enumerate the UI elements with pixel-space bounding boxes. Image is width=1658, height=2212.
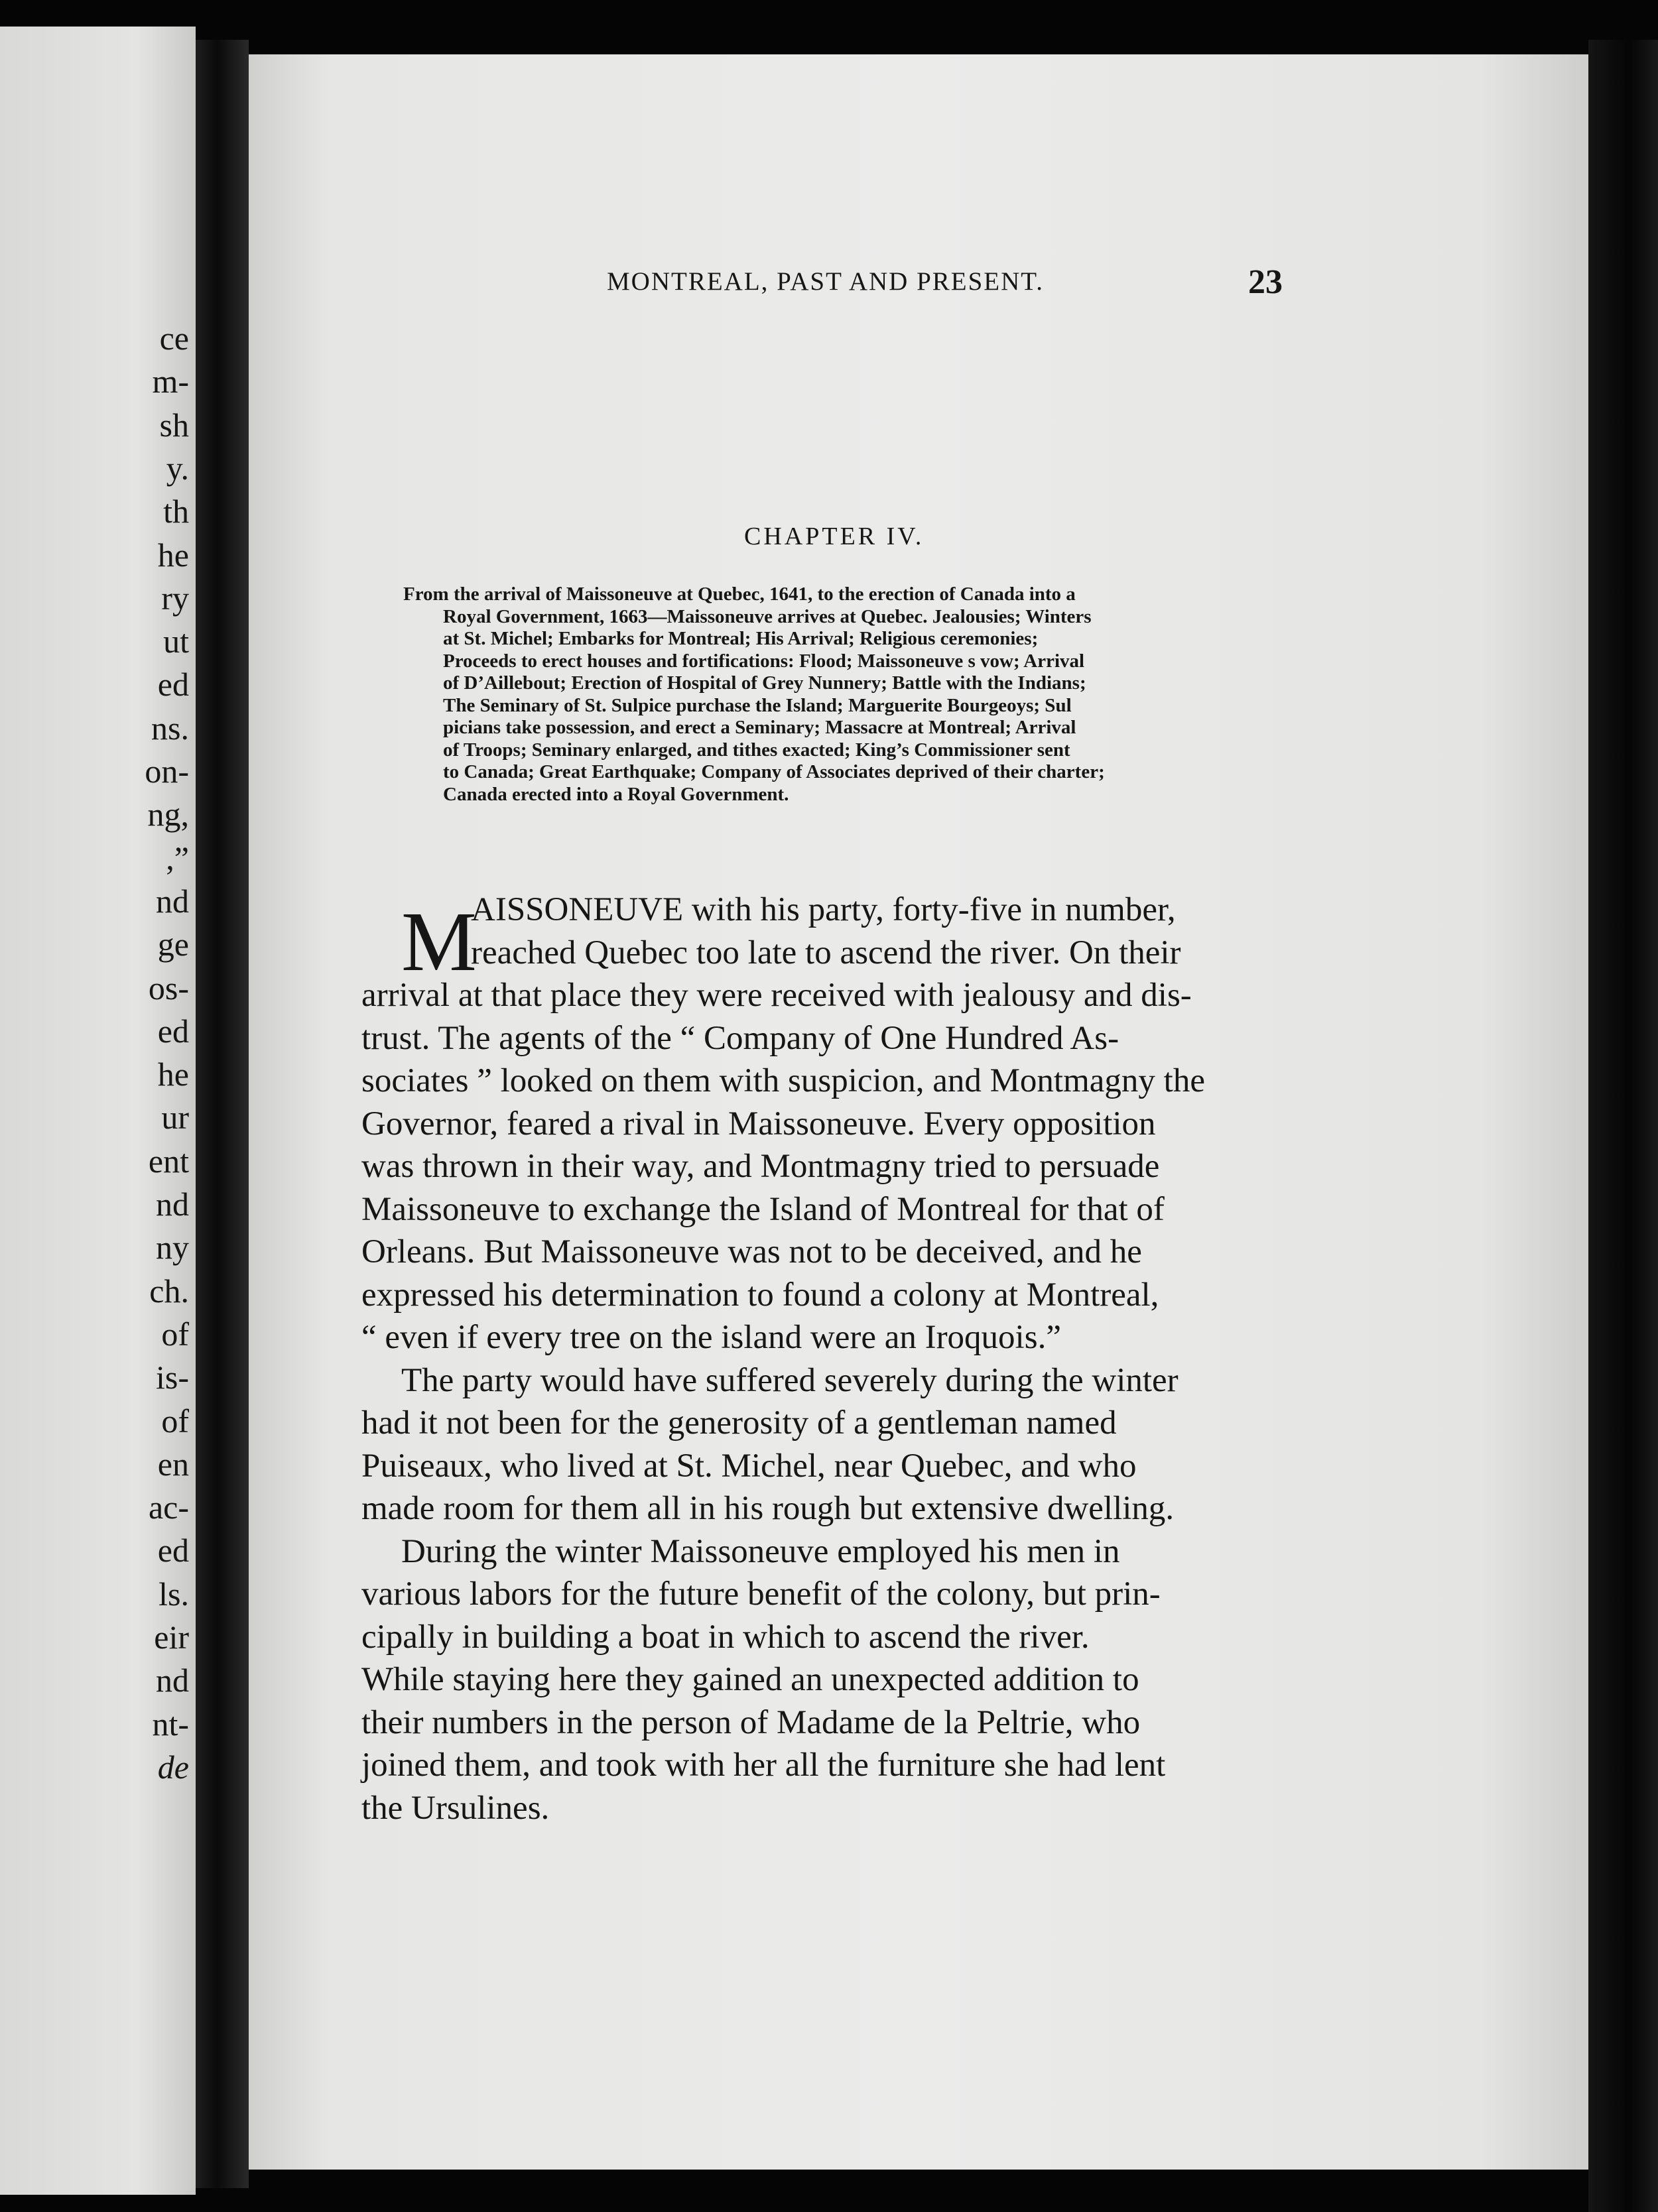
left-page-fragment: nd [156,1186,189,1223]
left-page-fragment: nt- [152,1705,189,1743]
body-line: “ even if every tree on the island were an Iroquois.” [361,1319,1061,1356]
body-line: various labors for the future benefit of the colony, but prin- [361,1575,1161,1613]
summary-line: The Seminary of St. Sulpice purchase the Island; Marguerite Bourgeoys; Sul [443,694,1072,716]
summary-line: Canada erected into a Royal Government. [443,783,789,805]
body-line: had it not been for the generosity of a gentleman named [361,1404,1117,1442]
left-page-fragment: ng, [147,796,189,833]
left-page-fragment: ce [159,320,189,357]
left-page-fragment: sh [159,406,189,444]
body-line: Governor, feared a rival in Maissoneuve. Every opposition [361,1105,1156,1142]
left-page-fragment: ge [157,926,189,963]
left-page-fragment: on- [145,753,189,790]
left-page-fragment: de [157,1748,189,1786]
left-page-fragment: of [161,1402,189,1440]
left-page-fragment: is- [156,1359,189,1396]
body-line: expressed his determination to found a colony at Montreal, [361,1276,1159,1314]
left-page-fragment: ut [163,623,189,660]
left-page-fragment: he [157,536,189,574]
body-line: cipally in building a boat in which to ascend the river. [361,1618,1090,1656]
body-line: Orleans. But Maissoneuve was not to be deceived, and he [361,1233,1142,1270]
summary-line: to Canada; Great Earthquake; Company of Associates deprived of their charter; [443,761,1105,782]
right-page-edge [1588,40,1658,2212]
page-number: 23 [1248,263,1283,301]
summary-line: From the arrival of Maissoneuve at Quebec, 1641, to the erection of Canada into a [403,584,1076,605]
left-page-fragment: nd [156,1662,189,1699]
body-line: Puiseaux, who lived at St. Michel, near Quebec, and who [361,1447,1137,1485]
body-line: The party would have suffered severely during the winter [401,1361,1179,1399]
body-line: their numbers in the person of Madame de la Peltrie, who [361,1703,1141,1741]
left-page-fragment: eir [154,1619,189,1656]
body-line: AISSONEUVE with his party, forty-five in number, [471,891,1176,928]
body-line: While staying here they gained an unexpected addition to [361,1661,1139,1698]
book-gutter [196,40,249,2188]
left-page-fragment: ry [161,579,189,617]
left-page-fragment: ed [157,1532,189,1569]
left-page-fragment: he [157,1056,189,1093]
running-head: MONTREAL, PAST AND PRESENT. [607,267,1044,296]
body-line: arrival at that place they were received with jealousy and dis- [361,977,1192,1014]
left-page-fragment: ed [157,666,189,704]
summary-line: at St. Michel; Embarks for Montreal; His Arrival; Religious ceremonies; [443,628,1039,649]
summary-line: of Troops; Seminary enlarged, and tithes exacted; King’s Commissioner sent [443,739,1070,761]
left-page-fragment: nd [156,882,189,920]
body-line: reached Quebec too late to ascend the river. On their [471,934,1181,971]
body-line: made room for them all in his rough but extensive dwelling. [361,1490,1175,1527]
left-page-fragment: ny [156,1229,189,1266]
body-line: Maissoneuve to exchange the Island of Montreal for that of [361,1190,1165,1228]
chapter-heading: CHAPTER IV. [744,522,925,550]
left-page-fragment: th [163,493,189,530]
summary-line: Royal Government, 1663—Maissoneuve arrives at Quebec. Jealousies; Winters [443,605,1092,627]
body-line: trust. The agents of the “ Company of One Hundred As- [361,1019,1119,1057]
left-page-fragment: ed [157,1012,189,1050]
left-page-fragment: ur [161,1099,189,1137]
chapter-summary [403,584,1299,806]
left-page-fragment: ,” [166,839,189,877]
left-page-fragment: m- [152,363,189,400]
summary-line: of D’Aillebout; Erection of Hospital of Grey Nunnery; Battle with the Indians; [443,672,1086,694]
left-page-fragment: ch. [149,1272,189,1310]
summary-line: Proceeds to erect houses and fortifications: Flood; Maissoneuve s vow; Arrival [443,650,1085,672]
body-line: sociates ” looked on them with suspicion, and Montmagny the [361,1062,1205,1099]
body-line: During the winter Maissoneuve employed his men in [401,1532,1120,1570]
body-line: was thrown in their way, and Montmagny tried to persuade [361,1148,1160,1185]
body-line: the Ursulines. [361,1789,550,1827]
left-page-fragment: ent [148,1142,189,1180]
left-page-fragment: ac- [148,1489,189,1526]
left-page-fragment: ls. [159,1575,189,1613]
body-line: joined them, and took with her all the furniture she had lent [361,1747,1166,1784]
body-text [361,889,1263,1829]
left-page-fragment: ns. [151,709,189,747]
left-page-fragment: y. [166,449,189,487]
left-page-fragment: of [161,1315,189,1353]
left-page-fragment: os- [148,969,189,1007]
drop-cap: M [401,894,477,989]
summary-line: picians take possession, and erect a Seminary; Massacre at Montreal; Arrival [443,717,1076,738]
left-page-fragment: en [157,1445,189,1483]
